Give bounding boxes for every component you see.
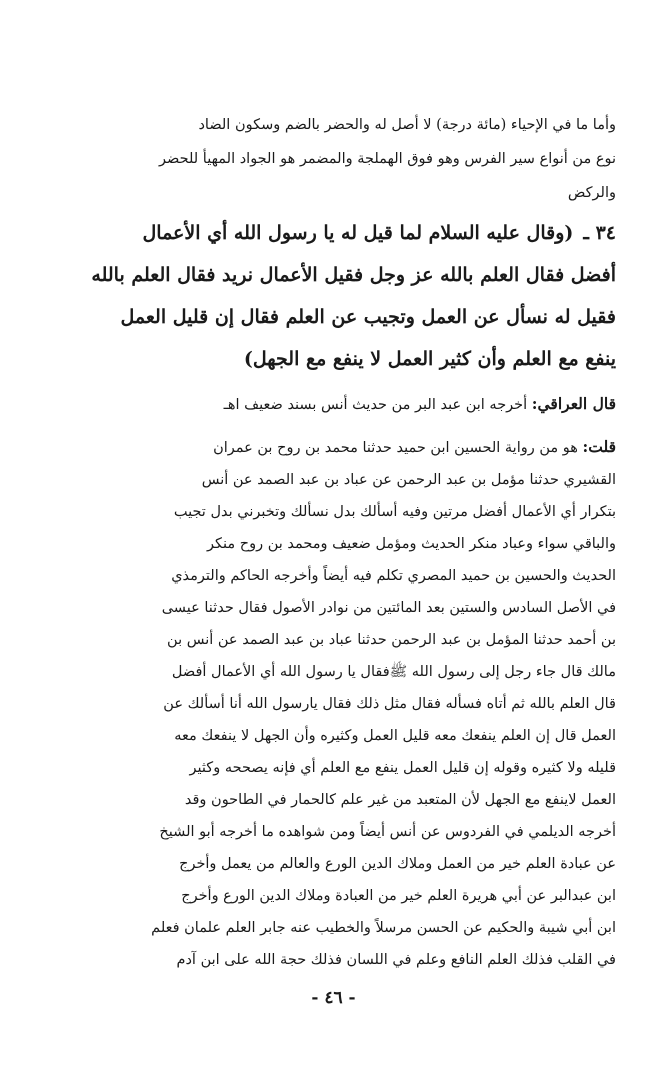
text-line [58,212,616,254]
page-body [58,108,616,976]
page-number: - ٤٦ - [311,988,356,1008]
iraqi-note [58,388,616,421]
text-line: ابن عبدالبر عن أبي هريرة العلم خير من العبادة وملاك الدين الورع وأخرج [181,888,616,904]
hadith-number: ٣٤ ـ [583,222,616,244]
text-line: والركض [567,185,616,201]
hadith-text: (وقال عليه السلام لما قيل له يا رسول الله أي الأعمال [142,222,574,244]
text-line: ابن أبي شيبة والحكيم عن الحسن مرسلاً والخطيب عنه جابر العلم علمان فعلم [151,920,616,936]
text-line: بن أحمد حدثنا المؤمل بن عبد الرحمن حدثنا عباد بن عبد الصمد عن أنس بن [167,632,616,648]
hadith-block [58,212,616,380]
text-line [58,431,616,464]
text-line: الحديث والحسين بن حميد المصري تكلم فيه أيضاً وأخرجه الحاكم والترمذي [171,568,616,584]
qult-first-line: هو من رواية الحسين ابن حميد حدثنا محمد بن روح بن عمران [213,440,578,456]
text-line: قال العلم بالله ثم أتاه فسأله فقال مثل ذلك فقال يارسول الله أنا أسألك عن [163,696,616,712]
text-line: قليله ولا كثيره وقوله إن قليل العمل ينفع مع العلم أي فإنه يصححه وكثير [189,760,616,776]
text-line: أفضل فقال العلم بالله عز وجل فقيل الأعمال نريد فقال العلم بالله [91,264,616,286]
text-line: نوع من أنواع سير الفرس وهو فوق الهملجة والمضمر هو الجواد المهيأ للحضر [159,151,616,167]
qult-commentary [58,431,616,976]
text-line: فقيل له نسأل عن العمل وتجيب عن العلم فقال إن قليل العمل [120,306,616,328]
iraqi-text: أخرجه ابن عبد البر من حديث أنس بسند ضعيف اهـ [223,397,528,413]
text-line: العمل قال إن العلم ينفعك معه قليل العمل وكثيره وأن الجهل لا ينفعك معه [174,728,616,744]
text-line: بتكرار أي الأعمال أفضل مرتين وفيه أسألك بدل نسألك وتخبرني بدل تجيب [173,504,616,520]
text-line: مالك قال جاء رجل إلى رسول الله ﷺفقال يا رسول الله أي الأعمال أفضل [171,664,616,680]
text-line: عن عبادة العلم خير من العمل وملاك الدين الورع والعالم من يعمل وأخرج [179,856,616,872]
qult-label: قلت: [582,437,616,456]
intro-paragraph [58,108,616,210]
text-line: العمل لاينفع مع الجهل لأن المتعبد من غير علم كالحمار في الطاحون وقد [184,792,616,808]
text-line: والباقي سواء وعباد منكر الحديث ومؤمل ضعيف ومحمد بن روح منكر [207,536,616,552]
iraqi-label: قال العراقي: [531,394,616,413]
text-line: ينفع مع العلم وأن كثير العمل لا ينفع مع الجهل) [243,348,616,370]
text-line: في الأصل السادس والستين بعد المائتين من نوادر الأصول فقال حدثنا عيسى [161,600,616,616]
text-line: أخرجه الديلمي في الفردوس عن أنس أيضاً ومن شواهده ما أخرجه أبو الشيخ [159,824,616,840]
text-line: القشيري حدثنا مؤمل بن عبد الرحمن عن عباد بن عبد الصمد عن أنس [201,472,616,488]
text-line: وأما ما في الإحياء (مائة درجة) لا أصل له والحضر بالضم وسكون الضاد [198,117,616,133]
text-line: في القلب فذلك العلم النافع وعلم في اللسان فذلك حجة الله على ابن آدم [176,952,616,968]
